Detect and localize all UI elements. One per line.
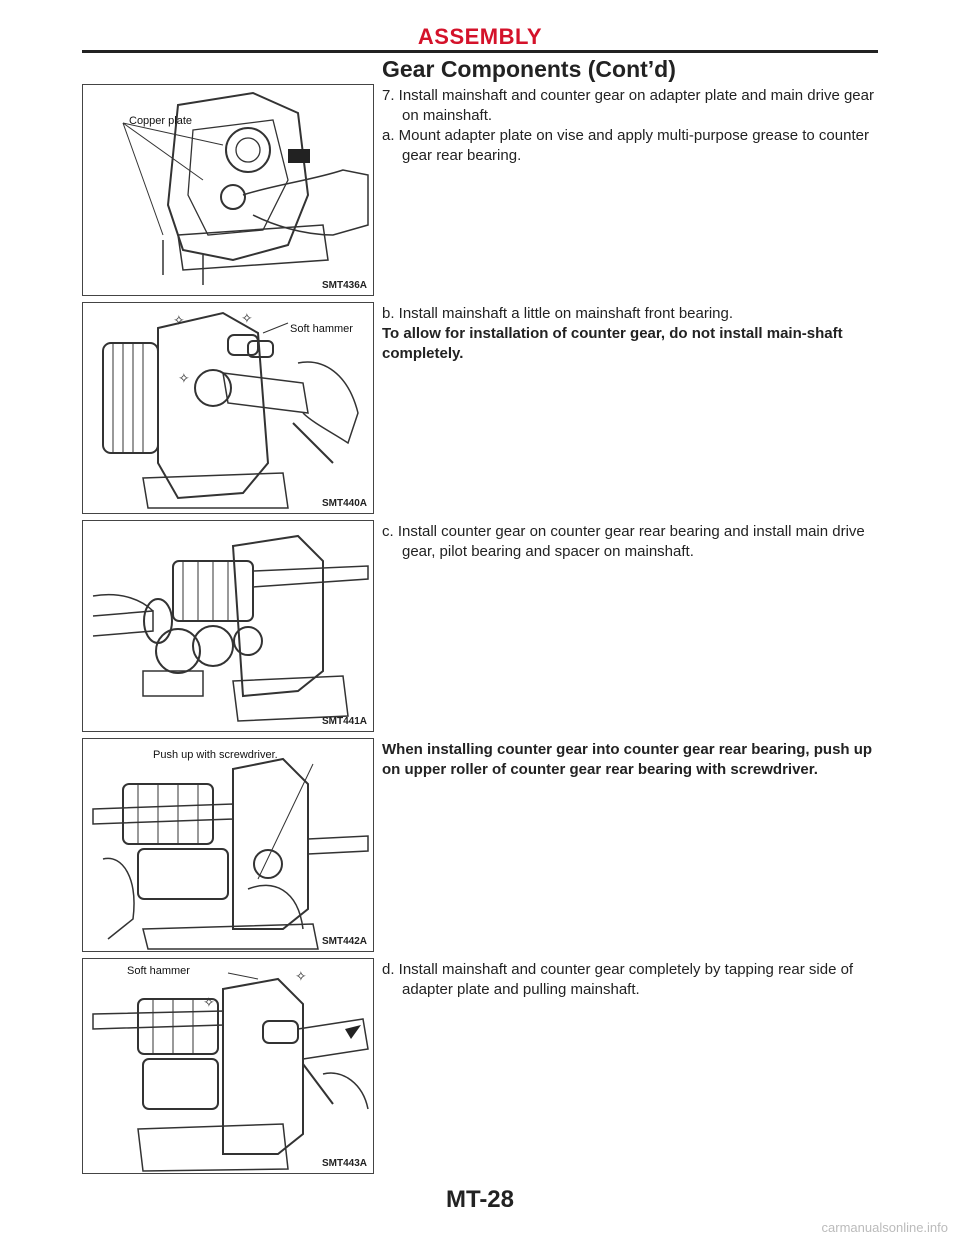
figure-label-soft-hammer: Soft hammer bbox=[290, 323, 353, 335]
step-7b: b. Install mainshaft a little on mainshaft front bearing. bbox=[382, 305, 734, 322]
figure-code: SMT440A bbox=[321, 498, 367, 509]
svg-text:✧: ✧ bbox=[173, 312, 185, 328]
figure-smt443a bbox=[82, 958, 374, 1174]
step-7d-block bbox=[382, 960, 880, 1000]
step-7: 7. Install mainshaft and counter gear on adapter plate and main drive gear on mainshaft. bbox=[382, 87, 874, 124]
step-7a: a. Mount adapter plate on vise and apply multi-purpose grease to counter gear rear bearing. bbox=[382, 127, 869, 164]
svg-text:✧: ✧ bbox=[241, 310, 253, 326]
svg-text:✧: ✧ bbox=[295, 968, 307, 984]
figure-code: SMT441A bbox=[321, 716, 367, 727]
step-7c-note: When installing counter gear into counter gear rear bearing, push up on upper roller of counter gear rear bearing with screwdriver. bbox=[382, 741, 873, 778]
step-7d: d. Install mainshaft and counter gear completely by tapping rear side of adapter plate and pulling mainshaft. bbox=[382, 961, 854, 998]
figure-label-copper-plate: Copper plate bbox=[129, 115, 192, 127]
step-7b-note: To allow for installation of counter gear, do not install main-shaft completely. bbox=[382, 325, 843, 362]
figure-smt441a bbox=[82, 520, 374, 732]
figure-code: SMT442A bbox=[321, 936, 367, 947]
gearbox-illustration bbox=[83, 739, 373, 951]
figure-code: SMT443A bbox=[321, 1158, 367, 1169]
step-7c: c. Install counter gear on counter gear rear bearing and install main drive gear, pilot bearing and spacer on mainshaft. bbox=[382, 523, 865, 560]
step-7b-block bbox=[382, 304, 880, 364]
figure-label-soft-hammer: Soft hammer bbox=[127, 965, 190, 977]
step-7c-block bbox=[382, 522, 880, 562]
figure-label-push-up: Push up with screwdriver. bbox=[153, 749, 278, 761]
svg-text:✧: ✧ bbox=[203, 994, 215, 1010]
watermark: carmanualsonline.info bbox=[821, 1220, 948, 1235]
gearbox-illustration bbox=[83, 521, 373, 731]
gearbox-illustration bbox=[83, 959, 373, 1173]
page-number: MT-28 bbox=[445, 1186, 514, 1213]
page-subtitle: Gear Components (Cont’d) bbox=[382, 56, 676, 82]
figure-smt442a bbox=[82, 738, 374, 952]
step-7-block bbox=[382, 86, 880, 166]
section-header: ASSEMBLY bbox=[417, 24, 543, 49]
gearbox-illustration bbox=[83, 85, 373, 295]
header-rule bbox=[82, 50, 878, 53]
figure-smt440a bbox=[82, 302, 374, 514]
step-7c-note-block bbox=[382, 740, 880, 780]
svg-text:✧: ✧ bbox=[178, 370, 190, 386]
figure-smt436a bbox=[82, 84, 374, 296]
figure-code: SMT436A bbox=[321, 280, 367, 291]
